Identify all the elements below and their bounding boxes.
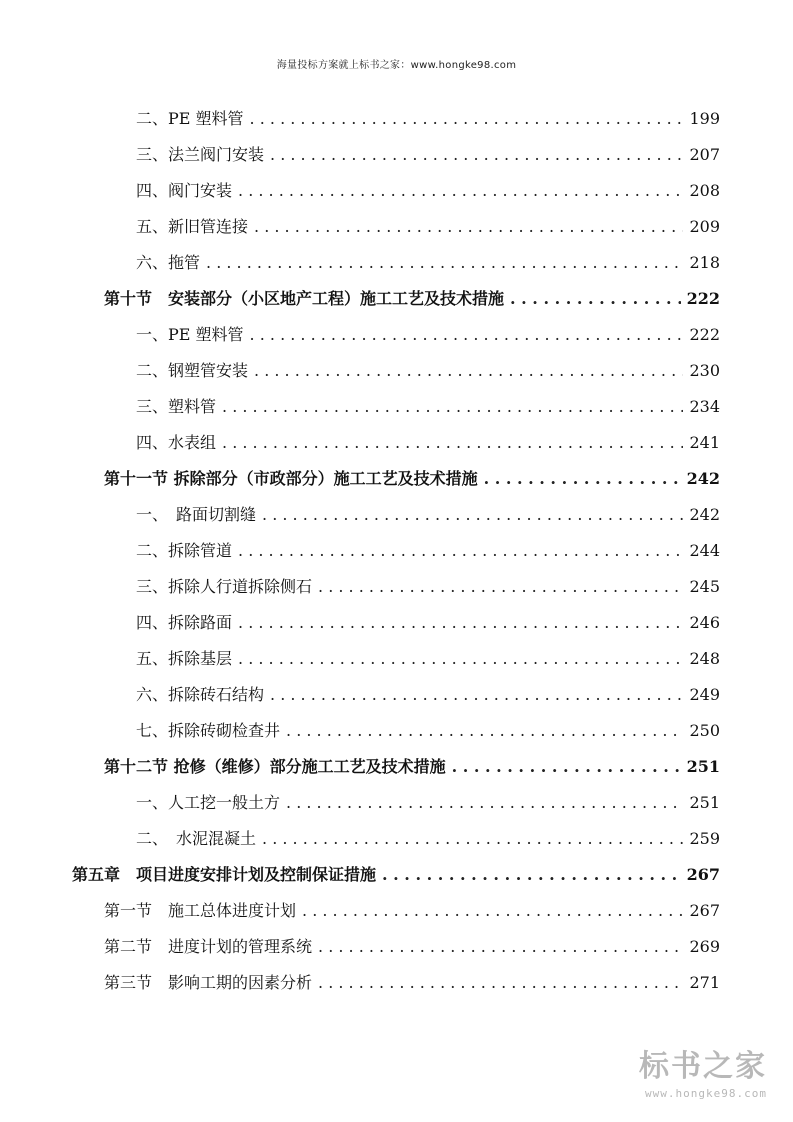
toc-entry[interactable] [136,392,720,422]
toc-entry-title: 第十节 安装部分（小区地产工程）施工工艺及技术措施 [104,289,505,308]
toc-entry-title: 第二节 进度计划的管理系统 [104,937,313,956]
toc-entry-title: 第三节 影响工期的因素分析 [104,973,313,992]
toc-entry-page: 267 [686,865,720,884]
toc-entry[interactable] [136,608,720,638]
toc-entry-title: 六、拆除砖石结构 [136,685,265,704]
toc-dot-leader [222,392,683,422]
toc-dot-leader [270,140,683,170]
toc-entry[interactable] [136,680,720,710]
toc-entry-page: 199 [689,109,720,128]
toc-entry-page: 249 [689,685,720,704]
toc-entry-page: 234 [689,397,720,416]
toc-entry[interactable] [104,896,720,926]
toc-dot-leader [238,536,683,566]
toc-dot-leader [484,464,681,494]
logo-text: 标书之家 [639,1049,767,1084]
toc-entry[interactable] [136,428,720,458]
toc-entry-page: 250 [689,721,720,740]
toc-entry[interactable] [136,500,720,530]
toc-entry-page: 230 [689,361,720,380]
toc-entry-page: 244 [689,541,720,560]
toc-dot-leader [452,752,681,782]
toc-entry[interactable] [136,644,720,674]
toc-entry-title: 五、拆除基层 [136,649,233,668]
toc-entry-title: 一、PE 塑料管 [136,325,244,344]
toc-entry-page: 222 [686,289,720,308]
toc-entry[interactable] [136,320,720,350]
toc-dot-leader [302,896,683,926]
toc-entry-page: 269 [689,937,720,956]
toc-entry[interactable] [136,140,720,170]
toc-dot-leader [254,356,683,386]
toc-entry-page: 246 [689,613,720,632]
toc-entry-page: 207 [689,145,720,164]
page-header: 海量投标方案就上标书之家：www.hongke98.com [276,60,517,71]
toc-entry-page: 242 [689,505,720,524]
toc-dot-leader [382,860,681,890]
toc-entry-page: 251 [689,793,720,812]
toc-entry-page: 267 [689,901,720,920]
toc-dot-leader [318,968,683,998]
toc-dot-leader [510,284,681,314]
toc-entry-title: 六、拖管 [136,253,201,272]
toc-entry-title: 一、 路面切割缝 [136,505,257,524]
toc-entry-page: 271 [689,973,720,992]
toc-dot-leader [206,248,683,278]
toc-entry-page: 218 [689,253,720,272]
toc-dot-leader [318,932,683,962]
toc-dot-leader [270,680,683,710]
toc-entry-page: 251 [686,757,720,776]
toc-entry-title: 二、拆除管道 [136,541,233,560]
toc-dot-leader [286,716,683,746]
toc-entry-title: 七、拆除砖砌检查井 [136,721,281,740]
toc-entry-page: 245 [689,577,720,596]
toc-dot-leader [250,104,684,134]
toc-entry-title: 四、阀门安装 [136,181,233,200]
toc-dot-leader [262,500,683,530]
toc-entry[interactable] [136,104,720,134]
toc-entry[interactable] [104,752,720,782]
toc-dot-leader [238,608,683,638]
toc-entry[interactable] [136,536,720,566]
toc-entry-page: 242 [686,469,720,488]
toc-dot-leader [262,824,683,854]
toc-entry[interactable] [136,572,720,602]
toc-entry[interactable] [72,860,720,890]
toc-entry-page: 248 [689,649,720,668]
toc-dot-leader [250,320,684,350]
toc-entry-title: 五、新旧管连接 [136,217,249,236]
toc-entry-page: 259 [689,829,720,848]
toc-entry-title: 三、法兰阀门安装 [136,145,265,164]
toc-entry-title: 三、塑料管 [136,397,217,416]
toc-dot-leader [254,212,683,242]
toc-entry-title: 第一节 施工总体进度计划 [104,901,297,920]
toc-entry-title: 第五章 项目进度安排计划及控制保证措施 [72,865,377,884]
toc-entry-page: 208 [689,181,720,200]
toc-entry[interactable] [136,248,720,278]
toc-entry-title: 二、钢塑管安装 [136,361,249,380]
toc-dot-leader [238,176,683,206]
toc-dot-leader [318,572,683,602]
toc-entry[interactable] [136,716,720,746]
toc-entry-title: 四、水表组 [136,433,217,452]
toc-entry-page: 241 [689,433,720,452]
toc-entry[interactable] [136,212,720,242]
toc-dot-leader [238,644,683,674]
watermark-logo [639,1041,767,1100]
toc-entry[interactable] [136,356,720,386]
toc-dot-leader [286,788,683,818]
toc-entry-title: 一、人工挖一般土方 [136,793,281,812]
toc-entry-title: 第十一节 拆除部分（市政部分）施工工艺及技术措施 [104,469,478,488]
toc-entry[interactable] [136,788,720,818]
toc-entry[interactable] [104,464,720,494]
toc-entry-title: 三、拆除人行道拆除侧石 [136,577,313,596]
toc-entry[interactable] [104,932,720,962]
toc-entry[interactable] [136,176,720,206]
toc-entry[interactable] [104,284,720,314]
toc-entry-title: 第十二节 抢修（维修）部分施工工艺及技术措施 [104,757,446,776]
toc-entry-page: 222 [689,325,720,344]
toc-entry-title: 二、PE 塑料管 [136,109,244,128]
toc-entry[interactable] [104,968,720,998]
toc-entry-page: 209 [689,217,720,236]
toc-dot-leader [222,428,683,458]
toc-entry[interactable] [136,824,720,854]
toc-entry-title: 二、 水泥混凝土 [136,829,257,848]
logo-url: www.hongke98.com [645,1087,767,1100]
toc-entry-title: 四、拆除路面 [136,613,233,632]
